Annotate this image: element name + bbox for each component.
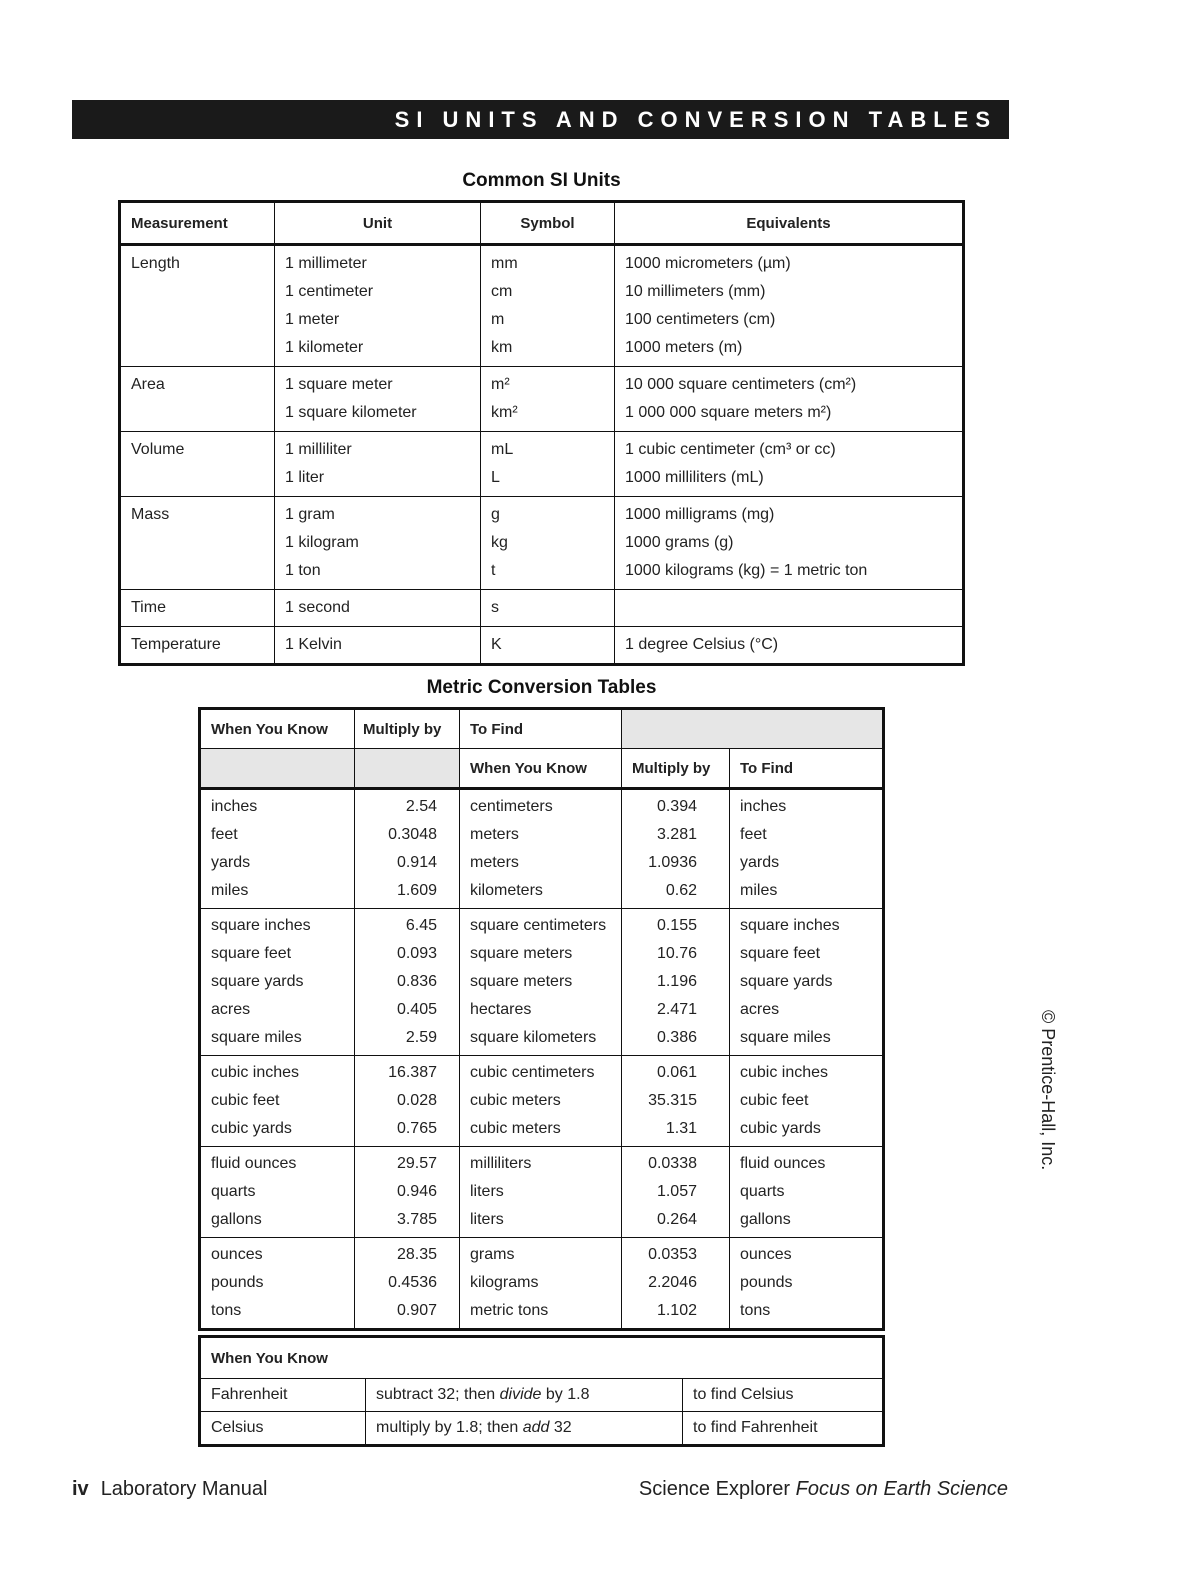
conv-reverse-factor: 1.102 (656, 1302, 697, 1319)
si-equiv: 1000 grams (g) (625, 534, 734, 551)
si-unit: 1 millimeter (285, 255, 367, 272)
si-symbol: L (491, 469, 500, 486)
conv-factor: 0.914 (396, 854, 437, 871)
si-symbol: s (491, 599, 499, 616)
si-cell-unit (275, 627, 481, 665)
conv-find: square meters (470, 945, 573, 962)
conv-know: feet (211, 826, 238, 843)
conv-find: metric tons (470, 1302, 549, 1319)
conv-reverse-factor: 1.0936 (648, 854, 697, 871)
conv-reverse-find: feet (740, 826, 767, 843)
si-cell-measurement (120, 590, 275, 627)
si-equiv: 1000 micrometers (µm) (625, 255, 791, 272)
si-row-length (120, 245, 964, 367)
si-cell-equiv (615, 497, 964, 590)
temp-find: to find Fahrenheit (683, 1412, 884, 1446)
conv-cell-reverse-find (730, 1056, 884, 1147)
conv-find: cubic meters (470, 1092, 561, 1109)
conv-know: fluid ounces (211, 1155, 297, 1172)
conv-factor: 0.3048 (388, 826, 437, 843)
conv-header-when-you-know: When You Know (200, 709, 355, 749)
conv-know: quarts (211, 1183, 256, 1200)
si-table-title: Common SI Units (462, 170, 621, 191)
conv-know: inches (211, 798, 258, 815)
si-cell-unit (275, 497, 481, 590)
temp-operation: multiply by 1.8; then add 32 (366, 1412, 683, 1446)
si-symbol: mL (491, 441, 514, 458)
conv-cell-find (460, 1147, 622, 1238)
si-equiv: 100 centimeters (cm) (625, 311, 776, 328)
si-symbol: g (491, 506, 500, 523)
conv-reverse-factor: 2.471 (656, 1001, 697, 1018)
si-cell-unit (275, 590, 481, 627)
footer-right (639, 1478, 1008, 1501)
conv-cell-reverse-find (730, 1238, 884, 1330)
conv-know: square miles (211, 1029, 302, 1046)
conv-reverse-factor: 0.62 (665, 882, 697, 899)
conv-reverse-factor: 1.31 (665, 1120, 697, 1137)
conv-factor: 2.59 (405, 1029, 437, 1046)
si-unit: 1 liter (285, 469, 325, 486)
conv-reverse-factor: 3.281 (656, 826, 697, 843)
conv-header-to-find: To Find (460, 709, 622, 749)
conv-know: acres (211, 1001, 251, 1018)
footer-left (72, 1478, 267, 1501)
conv-find: milliliters (470, 1155, 532, 1172)
si-symbol: km² (491, 404, 518, 421)
conv-reverse-factor: 1.057 (656, 1183, 697, 1200)
conv-cell-find (460, 909, 622, 1056)
si-cell-unit (275, 245, 481, 367)
si-measurement: Area (131, 376, 165, 393)
conv-factor: 2.54 (405, 798, 437, 815)
conv-find: kilometers (470, 882, 543, 899)
conv-cell-reverse-factor (622, 1147, 730, 1238)
si-equiv: 1000 milliliters (mL) (625, 469, 764, 486)
si-measurement: Length (131, 255, 180, 272)
conv-cell-factor (355, 1056, 460, 1147)
si-unit: 1 square meter (285, 376, 393, 393)
si-cell-measurement (120, 432, 275, 497)
si-equiv: 1 degree Celsius (°C) (625, 636, 779, 653)
title-banner (72, 100, 1009, 139)
conv-cell-factor (355, 1238, 460, 1330)
conv-group-row (200, 1147, 884, 1238)
book-title: Focus on Earth Science (795, 1478, 1008, 1500)
conv-cell-know (200, 789, 355, 909)
temp-find: to find Celsius (683, 1379, 884, 1412)
temp-header-when-you-know: When You Know (200, 1337, 884, 1379)
conv-reverse-find: tons (740, 1302, 771, 1319)
si-unit: 1 Kelvin (285, 636, 342, 653)
conv-know: cubic yards (211, 1120, 292, 1137)
conv-reverse-find: fluid ounces (740, 1155, 826, 1172)
si-header-unit: Unit (275, 202, 481, 245)
conv-cell-know (200, 1056, 355, 1147)
si-cell-measurement (120, 627, 275, 665)
conv-cell-reverse-factor (622, 1238, 730, 1330)
conv-header-multiply-by: Multiply by (355, 709, 460, 749)
si-row-mass (120, 497, 964, 590)
conv-factor: 0.4536 (388, 1274, 437, 1291)
si-equiv: 1000 meters (m) (625, 339, 743, 356)
conv-group-row (200, 1238, 884, 1330)
si-header-measurement: Measurement (120, 202, 275, 245)
conv-know: cubic inches (211, 1064, 300, 1081)
si-header-symbol: Symbol (481, 202, 615, 245)
si-symbol: t (491, 562, 496, 579)
si-unit: 1 ton (285, 562, 321, 579)
si-symbol: m² (491, 376, 510, 393)
conv-header-row-1 (200, 709, 884, 749)
si-unit: 1 kilometer (285, 339, 364, 356)
conv-find: meters (470, 826, 519, 843)
conv-reverse-find: square miles (740, 1029, 831, 1046)
conv-factor: 1.609 (396, 882, 437, 899)
metric-conversion-table (198, 707, 885, 1331)
conv-reverse-find: square feet (740, 945, 821, 962)
si-measurement: Temperature (131, 636, 221, 653)
conv-header-blank-mid (355, 749, 460, 789)
si-header-equivalents: Equivalents (615, 202, 964, 245)
conv-header-blank (622, 709, 884, 749)
si-equiv: 1 cubic centimeter (cm³ or cc) (625, 441, 836, 458)
conv-reverse-find: miles (740, 882, 778, 899)
conv-reverse-find: cubic feet (740, 1092, 809, 1109)
si-cell-equiv (615, 245, 964, 367)
si-cell-equiv (615, 432, 964, 497)
conv-reverse-factor: 1.196 (656, 973, 697, 990)
temp-know: Celsius (200, 1412, 366, 1446)
si-row-area (120, 367, 964, 432)
conv-cell-factor (355, 789, 460, 909)
si-symbol: kg (491, 534, 508, 551)
conv-reverse-factor: 2.2046 (648, 1274, 697, 1291)
copyright-credit: © Prentice-Hall, Inc. (1038, 1010, 1058, 1171)
conv-factor: 3.785 (396, 1211, 437, 1228)
si-cell-measurement (120, 367, 275, 432)
conv-find: hectares (470, 1001, 532, 1018)
si-unit: 1 kilogram (285, 534, 359, 551)
si-unit: 1 centimeter (285, 283, 374, 300)
si-cell-symbol (481, 497, 615, 590)
conv-header-row-2 (200, 749, 884, 789)
conv-know: ounces (211, 1246, 263, 1263)
conv-cell-know (200, 909, 355, 1056)
si-cell-measurement (120, 245, 275, 367)
conv-reverse-find: inches (740, 798, 787, 815)
conv-find: square meters (470, 973, 573, 990)
conv-know: yards (211, 854, 251, 871)
si-equiv: 10 millimeters (mm) (625, 283, 766, 300)
conv-cell-factor (355, 909, 460, 1056)
conv-cell-reverse-find (730, 789, 884, 909)
si-unit: 1 gram (285, 506, 335, 523)
conv-factor: 0.836 (396, 973, 437, 990)
conv-reverse-find: ounces (740, 1246, 792, 1263)
conv-know: square inches (211, 917, 311, 934)
si-cell-symbol (481, 590, 615, 627)
si-cell-symbol (481, 367, 615, 432)
si-cell-symbol (481, 245, 615, 367)
si-symbol: m (491, 311, 505, 328)
conv-reverse-find: pounds (740, 1274, 793, 1291)
temp-row (200, 1412, 884, 1446)
conv-factor: 0.946 (396, 1183, 437, 1200)
si-cell-equiv (615, 367, 964, 432)
conv-factor: 0.028 (396, 1092, 437, 1109)
si-row-time (120, 590, 964, 627)
temp-know: Fahrenheit (200, 1379, 366, 1412)
conv-reverse-find: quarts (740, 1183, 785, 1200)
conversion-table-title: Metric Conversion Tables (426, 677, 657, 698)
temp-operation: subtract 32; then divide by 1.8 (366, 1379, 683, 1412)
conv-factor: 0.405 (396, 1001, 437, 1018)
temperature-conversion-table (198, 1335, 885, 1447)
conv-cell-know (200, 1238, 355, 1330)
conv-find: kilograms (470, 1274, 539, 1291)
conv-header-reverse-when-you-know: When You Know (460, 749, 622, 789)
conv-cell-reverse-factor (622, 789, 730, 909)
conv-reverse-factor: 0.394 (656, 798, 697, 815)
conv-reverse-factor: 0.386 (656, 1029, 697, 1046)
si-unit: 1 milliliter (285, 441, 352, 458)
conv-header-blank-left (200, 749, 355, 789)
si-row-temperature (120, 627, 964, 665)
conv-reverse-factor: 0.0338 (648, 1155, 697, 1172)
si-cell-equiv (615, 627, 964, 665)
conv-cell-find (460, 1238, 622, 1330)
si-cell-equiv (615, 590, 964, 627)
conv-reverse-find: yards (740, 854, 780, 871)
si-units-table (118, 200, 965, 666)
conv-reverse-factor: 35.315 (648, 1092, 697, 1109)
banner-title: SI UNITS AND CONVERSION TABLES (394, 107, 997, 132)
conv-cell-reverse-factor (622, 909, 730, 1056)
si-cell-unit (275, 432, 481, 497)
temp-row (200, 1379, 884, 1412)
conv-reverse-find: square yards (740, 973, 833, 990)
conv-header-reverse-to-find: To Find (730, 749, 884, 789)
si-equiv: 1000 kilograms (kg) = 1 metric ton (625, 562, 868, 579)
conv-find: grams (470, 1246, 515, 1263)
conv-cell-reverse-find (730, 909, 884, 1056)
conv-find: cubic centimeters (470, 1064, 595, 1081)
si-equiv (625, 594, 962, 622)
conv-reverse-factor: 0.061 (656, 1064, 697, 1081)
conv-reverse-find: cubic inches (740, 1064, 829, 1081)
si-unit: 1 meter (285, 311, 340, 328)
conv-cell-factor (355, 1147, 460, 1238)
conv-group-row (200, 909, 884, 1056)
si-cell-unit (275, 367, 481, 432)
conv-cell-reverse-factor (622, 1056, 730, 1147)
si-symbol: mm (491, 255, 518, 272)
si-equiv: 10 000 square centimeters (cm²) (625, 376, 857, 393)
conv-factor: 6.45 (405, 917, 437, 934)
si-symbol: cm (491, 283, 513, 300)
si-symbol: K (491, 636, 502, 653)
conv-find: cubic meters (470, 1120, 561, 1137)
conv-know: pounds (211, 1274, 264, 1291)
conv-cell-find (460, 789, 622, 909)
conv-know: cubic feet (211, 1092, 280, 1109)
si-measurement: Time (131, 599, 166, 616)
conv-know: gallons (211, 1211, 262, 1228)
si-equiv: 1 000 000 square meters m²) (625, 404, 832, 421)
conv-reverse-find: square inches (740, 917, 840, 934)
conv-reverse-find: gallons (740, 1211, 791, 1228)
conv-find: liters (470, 1211, 504, 1228)
conv-factor: 0.765 (396, 1120, 437, 1137)
si-cell-symbol (481, 627, 615, 665)
conv-reverse-find: acres (740, 1001, 780, 1018)
conv-factor: 16.387 (388, 1064, 437, 1081)
manual-title: Laboratory Manual (100, 1478, 268, 1500)
conv-reverse-factor: 10.76 (656, 945, 697, 962)
conv-know: miles (211, 882, 249, 899)
si-unit: 1 second (285, 599, 350, 616)
si-equiv: 1000 milligrams (mg) (625, 506, 775, 523)
conv-cell-find (460, 1056, 622, 1147)
conv-know: tons (211, 1302, 242, 1319)
si-measurement: Mass (131, 506, 170, 523)
conv-find: liters (470, 1183, 504, 1200)
si-row-volume (120, 432, 964, 497)
conv-reverse-find: cubic yards (740, 1120, 821, 1137)
conv-factor: 29.57 (396, 1155, 437, 1172)
conv-group-row (200, 789, 884, 909)
conv-cell-reverse-find (730, 1147, 884, 1238)
conv-know: square yards (211, 973, 304, 990)
conv-factor: 0.093 (396, 945, 437, 962)
conv-reverse-factor: 0.0353 (648, 1246, 697, 1263)
si-cell-symbol (481, 432, 615, 497)
conv-find: square kilometers (470, 1029, 597, 1046)
conv-know: square feet (211, 945, 292, 962)
conv-reverse-factor: 0.264 (656, 1211, 697, 1228)
conv-factor: 0.907 (396, 1302, 437, 1319)
series-title: Science Explorer (638, 1478, 791, 1500)
si-symbol: km (491, 339, 513, 356)
si-measurement: Volume (131, 441, 185, 458)
conv-header-reverse-multiply-by: Multiply by (622, 749, 730, 789)
conv-cell-know (200, 1147, 355, 1238)
conv-reverse-factor: 0.155 (656, 917, 697, 934)
si-unit: 1 square kilometer (285, 404, 417, 421)
conv-factor: 28.35 (396, 1246, 437, 1263)
temp-header-row (200, 1337, 884, 1379)
conv-find: meters (470, 854, 519, 871)
page-number: iv (72, 1478, 89, 1500)
conv-find: centimeters (470, 798, 553, 815)
si-cell-measurement (120, 497, 275, 590)
conv-group-row (200, 1056, 884, 1147)
conv-find: square centimeters (470, 917, 607, 934)
si-header-row (120, 202, 964, 245)
